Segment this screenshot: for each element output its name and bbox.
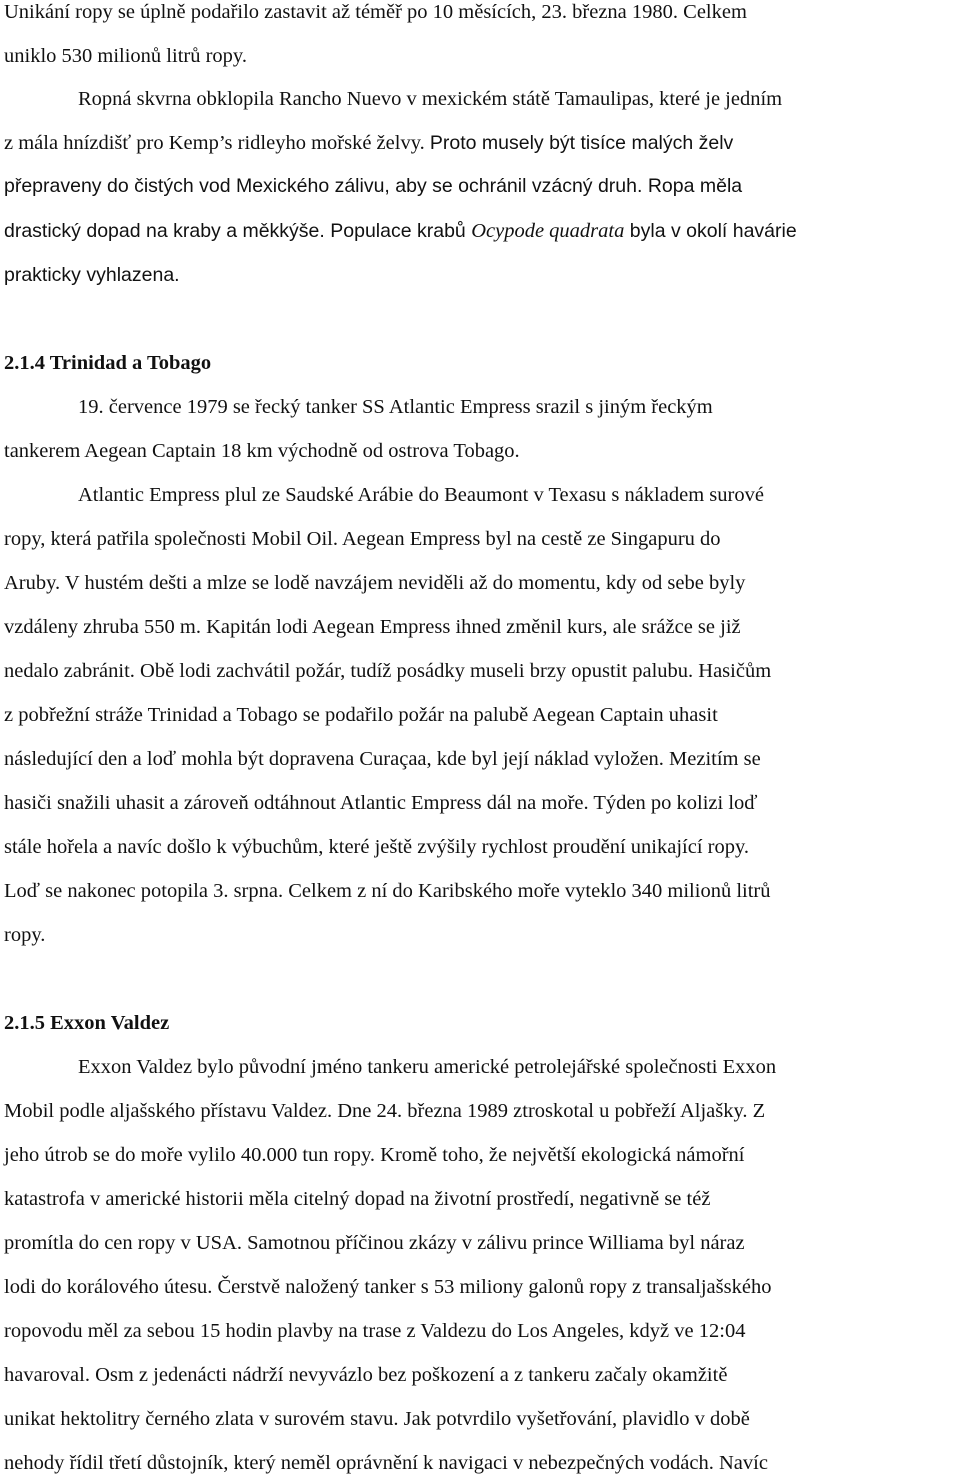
text-line: ropy. — [4, 924, 46, 946]
text-line: stále hořela a navíc došlo k výbuchům, které ještě zvýšily rychlost proudění unikající ropy. — [4, 836, 750, 858]
text-line: ropy, která patřila společnosti Mobil Oil. Aegean Empress byl na cestě ze Singapuru do — [4, 528, 721, 550]
text-line: katastrofa v americké historii měla citelný dopad na životní prostředí, negativně se též — [4, 1188, 711, 1210]
text-line: promítla do cen ropy v USA. Samotnou příčinou zkázy v zálivu prince Williama byl náraz — [4, 1232, 745, 1254]
text-line — [4, 177, 742, 197]
species-name: Ocypode quadrata — [471, 220, 625, 242]
text-line: hasiči snažili uhasit a zároveň odtáhnout Atlantic Empress dál na moře. Týden po kolizi loď — [4, 792, 758, 814]
text-line: prakticky vyhlazena. — [4, 264, 180, 286]
text-line: tankerem Aegean Captain 18 km východně od ostrova Tobago. — [4, 440, 520, 462]
text-line: z pobřežní stráže Trinidad a Tobago se podařilo požár na palubě Aegean Captain uhasit — [4, 704, 718, 726]
text-line — [4, 133, 733, 154]
text-line: ropovodu měl za sebou 15 hodin plavby na trase z Valdezu do Los Angeles, když ve 12:04 — [4, 1320, 746, 1342]
text-line: nehody řídil třetí důstojník, který neměl oprávnění k navigaci v nebezpečných vodách. Navíc — [4, 1452, 768, 1474]
text-segment: Proto musely být tisíce malých želv — [429, 132, 734, 154]
text-segment: drastický dopad na kraby a měkkýše. — [4, 220, 325, 242]
section-heading-exxon: 2.1.5 Exxon Valdez — [4, 1012, 170, 1034]
text-line: Unikání ropy se úplně podařilo zastavit až téměř po 10 měsících, 23. března 1980. Celkem — [4, 1, 747, 23]
text-line: nedalo zabránit. Obě lodi zachvátil požár, tudíž posádky museli brzy opustit palubu. Hasičům — [4, 660, 772, 682]
text-line: Ropná skvrna obklopila Rancho Nuevo v mexickém státě Tamaulipas, které je jedním — [78, 88, 783, 110]
text-line: lodi do korálového útesu. Čerstvě naložený tanker s 53 miliony galonů ropy z transaljašského — [4, 1276, 772, 1298]
text-line: havaroval. Osm z jedenácti nádrží nevyvázlo bez poškození a z tankeru začaly okamžitě — [4, 1364, 728, 1386]
text-segment: byla v okolí havárie — [629, 220, 797, 242]
section-heading-trinidad: 2.1.4 Trinidad a Tobago — [4, 352, 212, 374]
text-line: Exxon Valdez bylo původní jméno tankeru americké petrolejářské společnosti Exxon — [78, 1056, 777, 1078]
text-segment: Populace krabů — [330, 220, 466, 242]
text-line: Loď se nakonec potopila 3. srpna. Celkem z ní do Karibského moře vyteklo 340 milionů litrů — [4, 880, 771, 902]
text-segment: z mála hnízdišť pro Kemp’s ridleyho mořské želvy. — [4, 132, 425, 154]
text-line: 19. července 1979 se řecký tanker SS Atlantic Empress srazil s jiným řeckým — [78, 396, 713, 418]
text-line: uniklo 530 milionů litrů ropy. — [4, 45, 247, 67]
text-line: vzdáleny zhruba 550 m. Kapitán lodi Aegean Empress ihned změnil kurs, ale srážce se již — [4, 616, 741, 638]
text-segment: Ropa měla — [647, 175, 743, 197]
text-line: jeho útrob se do moře vylilo 40.000 tun ropy. Kromě toho, že největší ekologická námořní — [4, 1144, 745, 1166]
text-line: Atlantic Empress plul ze Saudské Arábie do Beaumont v Texasu s nákladem surové — [78, 484, 764, 506]
text-segment: přepraveny do čistých vod Mexického zálivu, aby se ochránil vzácný druh. — [4, 175, 643, 197]
text-line: Mobil podle aljašského přístavu Valdez. Dne 24. března 1989 ztroskotal u pobřeží Aljašky. Z — [4, 1100, 766, 1122]
text-line: unikat hektolitry černého zlata v surovém stavu. Jak potvrdilo vyšetřování, plavidlo v době — [4, 1408, 750, 1430]
text-line: následující den a loď mohla být dopravena Curaçaa, kde byl její náklad vyložen. Mezitím se — [4, 748, 761, 770]
text-line: Aruby. V hustém dešti a mlze se lodě navzájem neviděli až do momentu, kdy od sebe byly — [4, 572, 746, 594]
text-line — [4, 221, 797, 242]
